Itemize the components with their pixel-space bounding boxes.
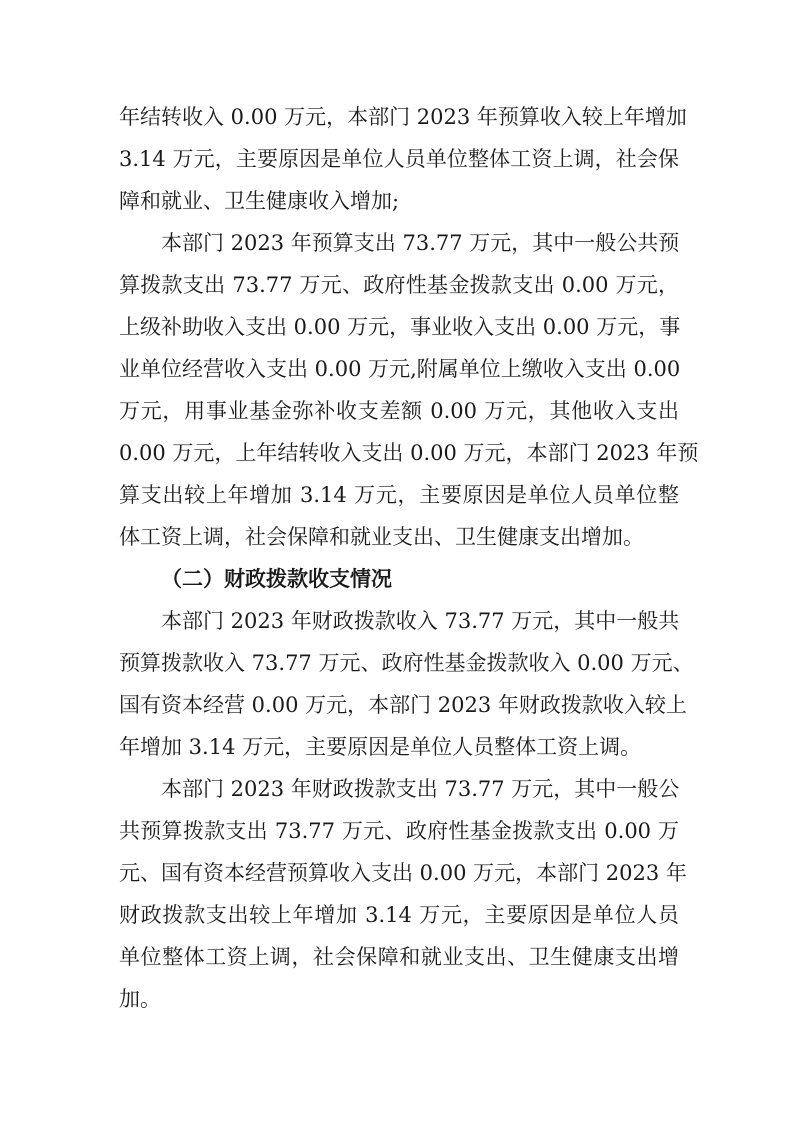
paragraph-line: 0.00 万元，上年结转收入支出 0.00 万元，本部门 2023 年预 <box>119 441 699 465</box>
paragraph-line: 算支出较上年增加 3.14 万元，主要原因是单位人员单位整 <box>119 483 679 507</box>
paragraph-line: 年结转收入 0.00 万元，本部门 2023 年预算收入较上年增加 <box>119 105 687 129</box>
paragraph-line: 国有资本经营 0.00 万元，本部门 2023 年财政拨款收入较上 <box>119 693 687 717</box>
paragraph-line: 共预算拨款支出 73.77 万元、政府性基金拨款支出 0.00 万 <box>119 819 679 843</box>
paragraph-line: 财政拨款支出较上年增加 3.14 万元，主要原因是单位人员 <box>119 903 679 927</box>
paragraph-line: 障和就业、卫生健康收入增加; <box>119 189 400 213</box>
section-heading: （二）财政拨款收支情况 <box>161 567 392 591</box>
paragraph-line: 上级补助收入支出 0.00 万元，事业收入支出 0.00 万元，事 <box>119 315 681 339</box>
paragraph-line: 预算拨款收入 73.77 万元、政府性基金拨款收入 0.00 万元、 <box>119 651 694 675</box>
paragraph-line: 算拨款支出 73.77 万元、政府性基金拨款支出 0.00 万元， <box>119 273 679 297</box>
paragraph-line: 业单位经营收入支出 0.00 万元,附属单位上缴收入支出 0.00 <box>119 357 681 381</box>
paragraph-line: 万元，用事业基金弥补收支差额 0.00 万元，其他收入支出 <box>119 399 679 423</box>
paragraph-line: 本部门 2023 年预算支出 73.77 万元，其中一般公共预 <box>161 231 680 255</box>
paragraph-line: 单位整体工资上调，社会保障和就业支出、卫生健康支出增 <box>119 945 679 969</box>
paragraph-line: 本部门 2023 年财政拨款收入 73.77 万元，其中一般共 <box>161 609 680 633</box>
paragraph-line: 加。 <box>119 987 161 1011</box>
paragraph-line: 体工资上调，社会保障和就业支出、卫生健康支出增加。 <box>119 525 644 549</box>
paragraph-line: 3.14 万元，主要原因是单位人员单位整体工资上调，社会保 <box>119 147 679 171</box>
paragraph-line: 年增加 3.14 万元，主要原因是单位人员整体工资上调。 <box>119 735 642 759</box>
paragraph-line: 元、国有资本经营预算收入支出 0.00 万元，本部门 2023 年 <box>119 861 687 885</box>
paragraph-line: 本部门 2023 年财政拨款支出 73.77 万元，其中一般公 <box>161 777 680 801</box>
